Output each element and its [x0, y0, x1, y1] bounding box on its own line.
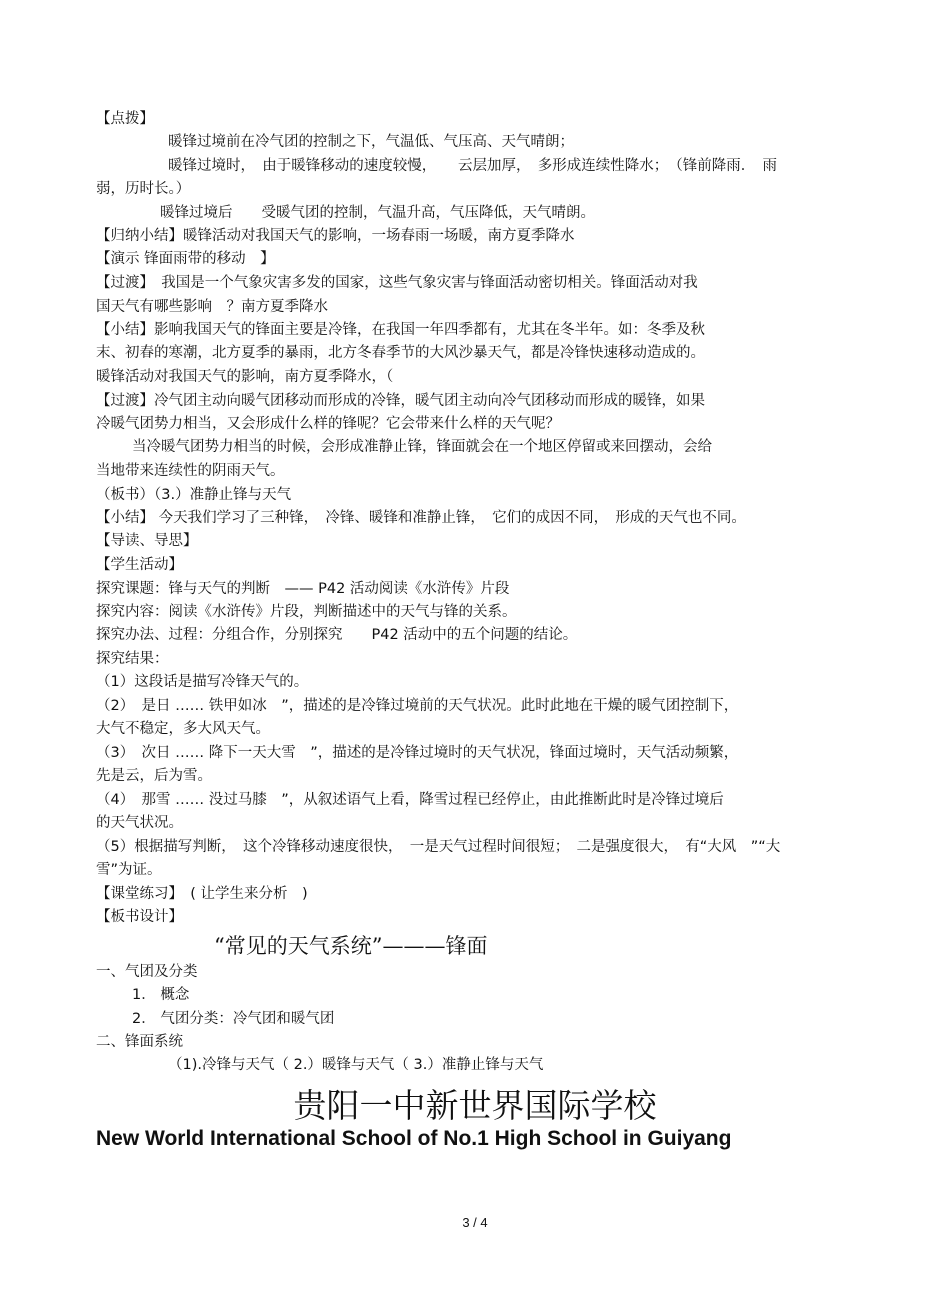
text-line: 先是云，后为雪。 — [96, 768, 212, 784]
text-line: 【演示 锋面雨带的移动 】 — [96, 251, 275, 267]
school-name-english: New World International School of No.1 High School in Guiyang — [96, 1127, 732, 1150]
text-line: 【板书设计】 — [96, 909, 183, 925]
text-line: （3） 次日 …… 降下一天大雪 ”，描述的是冷锋过境时的天气状况，锋面过境时，天气活动频繁， — [96, 745, 739, 761]
text-line: 【课堂练习】 ( 让学生来分析 ) — [96, 886, 308, 902]
text-line: 【导读、导思】 — [96, 533, 198, 549]
text-line: 的天气状况。 — [96, 815, 183, 831]
board-item: 一、气团及分类 — [96, 964, 198, 980]
text-line: 探究内容：阅读《水浒传》片段，判断描述中的天气与锋的关系。 — [96, 604, 517, 620]
board-item: 二、锋面系统 — [96, 1034, 183, 1050]
text-line: 【归纳小结】暖锋活动对我国天气的影响，一场春雨一场暖，南方夏季降水 — [96, 228, 575, 244]
text-line: 大气不稳定，多大风天气。 — [96, 721, 270, 737]
text-line: 【小结】 今天我们学习了三种锋， 冷锋、暖锋和准静止锋， 它们的成因不同， 形成的天气也不同。 — [96, 510, 746, 526]
text-line: 探究结果： — [96, 651, 169, 667]
text-line: 当地带来连续性的阴雨天气。 — [96, 463, 285, 479]
text-line: （2） 是日 …… 铁甲如冰 ”，描述的是冷锋过境前的天气状况。此时此地在干燥的暖气团控制下， — [96, 698, 739, 714]
page-number: 3 / 4 — [462, 1215, 488, 1230]
text-line: 【过渡】 我国是一个气象灾害多发的国家，这些气象灾害与锋面活动密切相关。锋面活动对我 — [96, 275, 698, 291]
text-line: （1）这段话是描写冷锋天气的。 — [96, 674, 309, 690]
board-item: 2． 气团分类：冷气团和暖气团 — [132, 1011, 335, 1027]
text-line: （5）根据描写判断， 这个冷锋移动速度很快， 一是天气过程时间很短； 二是强度很大， 有“大风 ”“大 — [96, 839, 781, 855]
text-line: 暖锋活动对我国天气的影响，南方夏季降水，（ — [96, 369, 394, 385]
board-title: “常见的天气系统”———锋面 — [214, 934, 488, 958]
text-line: 当冷暖气团势力相当的时候，会形成准静止锋，锋面就会在一个地区停留或来回摆动，会给 — [132, 439, 712, 455]
text-line: 探究办法、过程：分组合作，分别探究 P42 活动中的五个问题的结论。 — [96, 627, 578, 643]
text-line: 弱，历时长。） — [96, 181, 191, 197]
text-line: 暖锋过境时， 由于暖锋移动的速度较慢， 云层加厚， 多形成连续性降水； （锋前降雨． 雨 — [168, 158, 777, 174]
text-line: 【点拨】 — [96, 111, 154, 127]
text-line: 【学生活动】 — [96, 557, 183, 573]
text-line: 暖锋过境前在冷气团的控制之下，气温低、气压高、天气晴朗； — [168, 134, 574, 150]
text-line: （板书）（3.）准静止锋与天气 — [96, 487, 292, 503]
board-item: 1． 概念 — [132, 987, 190, 1003]
text-line: 冷暖气团势力相当，又会形成什么样的锋呢？它会带来什么样的天气呢？ — [96, 416, 560, 432]
board-item: （1).冷锋与天气（ 2.）暖锋与天气（ 3.）准静止锋与天气 — [168, 1057, 544, 1073]
text-line: 暖锋过境后 受暖气团的控制，气温升高，气压降低，天气晴朗。 — [160, 205, 595, 221]
school-name-chinese: 贵阳一中新世界国际学校 — [293, 1086, 657, 1125]
text-line: 探究课题：锋与天气的判断 —— P42 活动阅读《水浒传》片段 — [96, 581, 510, 597]
text-line: 末、初春的寒潮，北方夏季的暴雨，北方冬春季节的大风沙暴天气，都是冷锋快速移动造成的。 — [96, 345, 705, 361]
text-line: 【过渡】冷气团主动向暖气团移动而形成的冷锋，暖气团主动向冷气团移动而形成的暖锋，如果 — [96, 393, 705, 409]
text-line: 【小结】影响我国天气的锋面主要是冷锋，在我国一年四季都有，尤其在冬半年。如：冬季及秋 — [96, 322, 705, 338]
text-line: 国天气有哪些影响 ？南方夏季降水 — [96, 299, 328, 315]
text-line: （4） 那雪 …… 没过马膝 ”，从叙述语气上看，降雪过程已经停止，由此推断此时是冷锋过境后 — [96, 792, 724, 808]
text-line: 雪”为证。 — [96, 862, 162, 878]
